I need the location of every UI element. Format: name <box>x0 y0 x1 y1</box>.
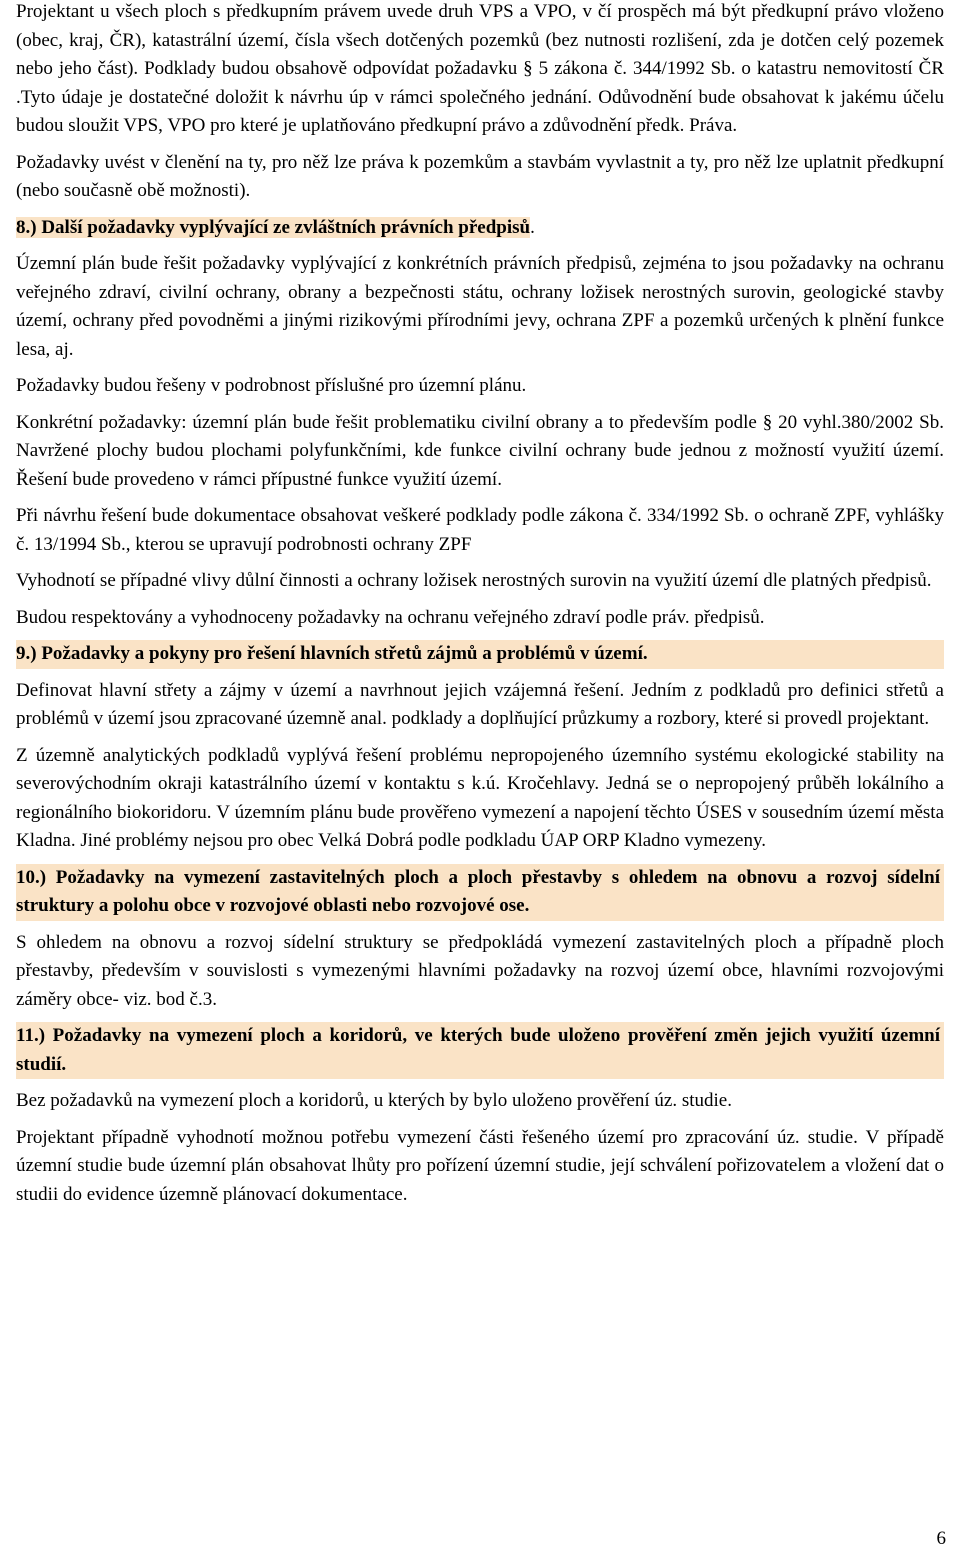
section-8-paragraph: Konkrétní požadavky: územní plán bude řešit problematiku civilní obrany a to především podle § 20 vyhl.380/2002 Sb. Navržené plochy budou plochami polyfunkčními, kde funkce civilní ochrany bude jednou z možností využití území. Řešení bude provedeno v rámci přípustné funkce využití území. <box>16 411 944 490</box>
section-8-heading-suffix: . <box>530 216 535 238</box>
document-page <box>16 0 944 1209</box>
section-11-paragraph: Projektant případně vyhodnotí možnou potřebu vymezení části řešeného území pro zpracování úz. studie. V případě územní studie bude územní plán obsahovat lhůty pro pořízení územní studie, její schválení pořizovatelem a vložení dat o studii do evidence územně plánovací dokumentace. <box>16 1126 944 1205</box>
section-8-heading: 8.) Další požadavky vyplývající ze zvláštních právních předpisů <box>16 216 531 238</box>
section-9-paragraph: Definovat hlavní střety a zájmy v území a navrhnout jejich vzájemná řešení. Jedním z podkladů pro definici střetů a problémů v území jsou zpracované územně anal. podklady a doplňující průzkumy a rozbory, které si provedl projektant. <box>16 679 944 729</box>
section-8-paragraph: Budou respektovány a vyhodnoceny požadavky na ochranu veřejného zdraví podle práv. předpisů. <box>16 606 765 628</box>
section-11-heading: 11.) Požadavky na vymezení ploch a koridorů, ve kterých bude uloženo prověření změn jejich využití územní studií. <box>16 1022 944 1079</box>
page-number: 6 <box>936 1528 946 1549</box>
section-8-paragraph: Územní plán bude řešit požadavky vyplývající z konkrétních právních předpisů, zejména to jsou požadavky na ochranu veřejného zdraví, civilní ochrany, obrany a bezpečnosti státu, ochrany ložisek nerostných surovin, geologické stavby území, ochrany před povodněmi a jinými rizikovými přírodními jevy, ochrana ZPF a pozemků určených k plnění funkce lesa, aj. <box>16 253 944 360</box>
section-8-paragraph: Požadavky budou řešeny v podrobnost příslušné pro územní plánu. <box>16 375 527 396</box>
section-9-heading: 9.) Požadavky a pokyny pro řešení hlavních střetů zájmů a problémů v území. <box>16 640 944 669</box>
section-8-heading-line <box>16 214 944 243</box>
section-8-paragraph: Vyhodnotí se případné vlivy důlní činnosti a ochrany ložisek nerostných surovin na využití území dle platných předpisů. <box>16 570 932 591</box>
section-11-paragraph: Bez požadavků na vymezení ploch a koridorů, u kterých by bylo uloženo prověření úz. studie. <box>16 1090 732 1111</box>
section-10-paragraph: S ohledem na obnovu a rozvoj sídelní struktury se předpokládá vymezení zastavitelných ploch a případně ploch přestavby, především v souvislosti s vymezenými hlavními požadavky na rozvoj území obce, hlavními rozvojovými záměry obce- viz. bod č.3. <box>16 931 944 1010</box>
paragraph-expropriation-requirements: Požadavky uvést v členění na ty, pro něž lze práva k pozemkům a stavbám vyvlastnit a ty, pro něž lze uplatnit předkupní (nebo současně obě možnosti). <box>16 151 944 201</box>
paragraph-preemption-details: Projektant u všech ploch s předkupním právem uvede druh VPS a VPO, v čí prospěch má být předkupní právo vloženo (obec, kraj, ČR), katastrální území, čísla všech dotčených pozemků (bez nutnosti rozlišení, zda je dotčen celý pozemek nebo jeho část). Podklady budou obsahově odpovídat požadavku § 5 zákona č. 344/1992 Sb. o katastru nemovitostí ČR .Tyto údaje je dostatečné doložit k návrhu úp v rámci společného jednání. Odůvodnění bude obsahovat k jakému účelu budou sloužit VPS, VPO pro které je uplatňováno předkupní právo a zdůvodnění předk. Práva. <box>16 1 944 136</box>
section-10-heading: 10.) Požadavky na vymezení zastavitelných ploch a ploch přestavby s ohledem na obnovu a rozvoj sídelní struktury a polohu obce v rozvojové oblasti nebo rozvojové ose. <box>16 864 944 921</box>
section-9-paragraph: Z územně analytických podkladů vyplývá řešení problému nepropojeného územního systému ekologické stability na severovýchodním okraji katastrálního území v kontaktu s k.ú. Kročehlavy. Jedná se o nepropojený průběh lokálního a regionálního biokoridoru. V územním plánu bude prověřeno vymezení a napojení těchto ÚSES v sousedním území města Kladna. Jiné problémy nejsou pro obec Velká Dobrá podle podkladu ÚAP ORP Kladno vymezeny. <box>16 744 944 851</box>
section-8-paragraph: Při návrhu řešení bude dokumentace obsahovat veškeré podklady podle zákona č. 334/1992 Sb. o ochraně ZPF, vyhlášky č. 13/1994 Sb., kterou se upravují podrobnosti ochrany ZPF <box>16 505 944 555</box>
